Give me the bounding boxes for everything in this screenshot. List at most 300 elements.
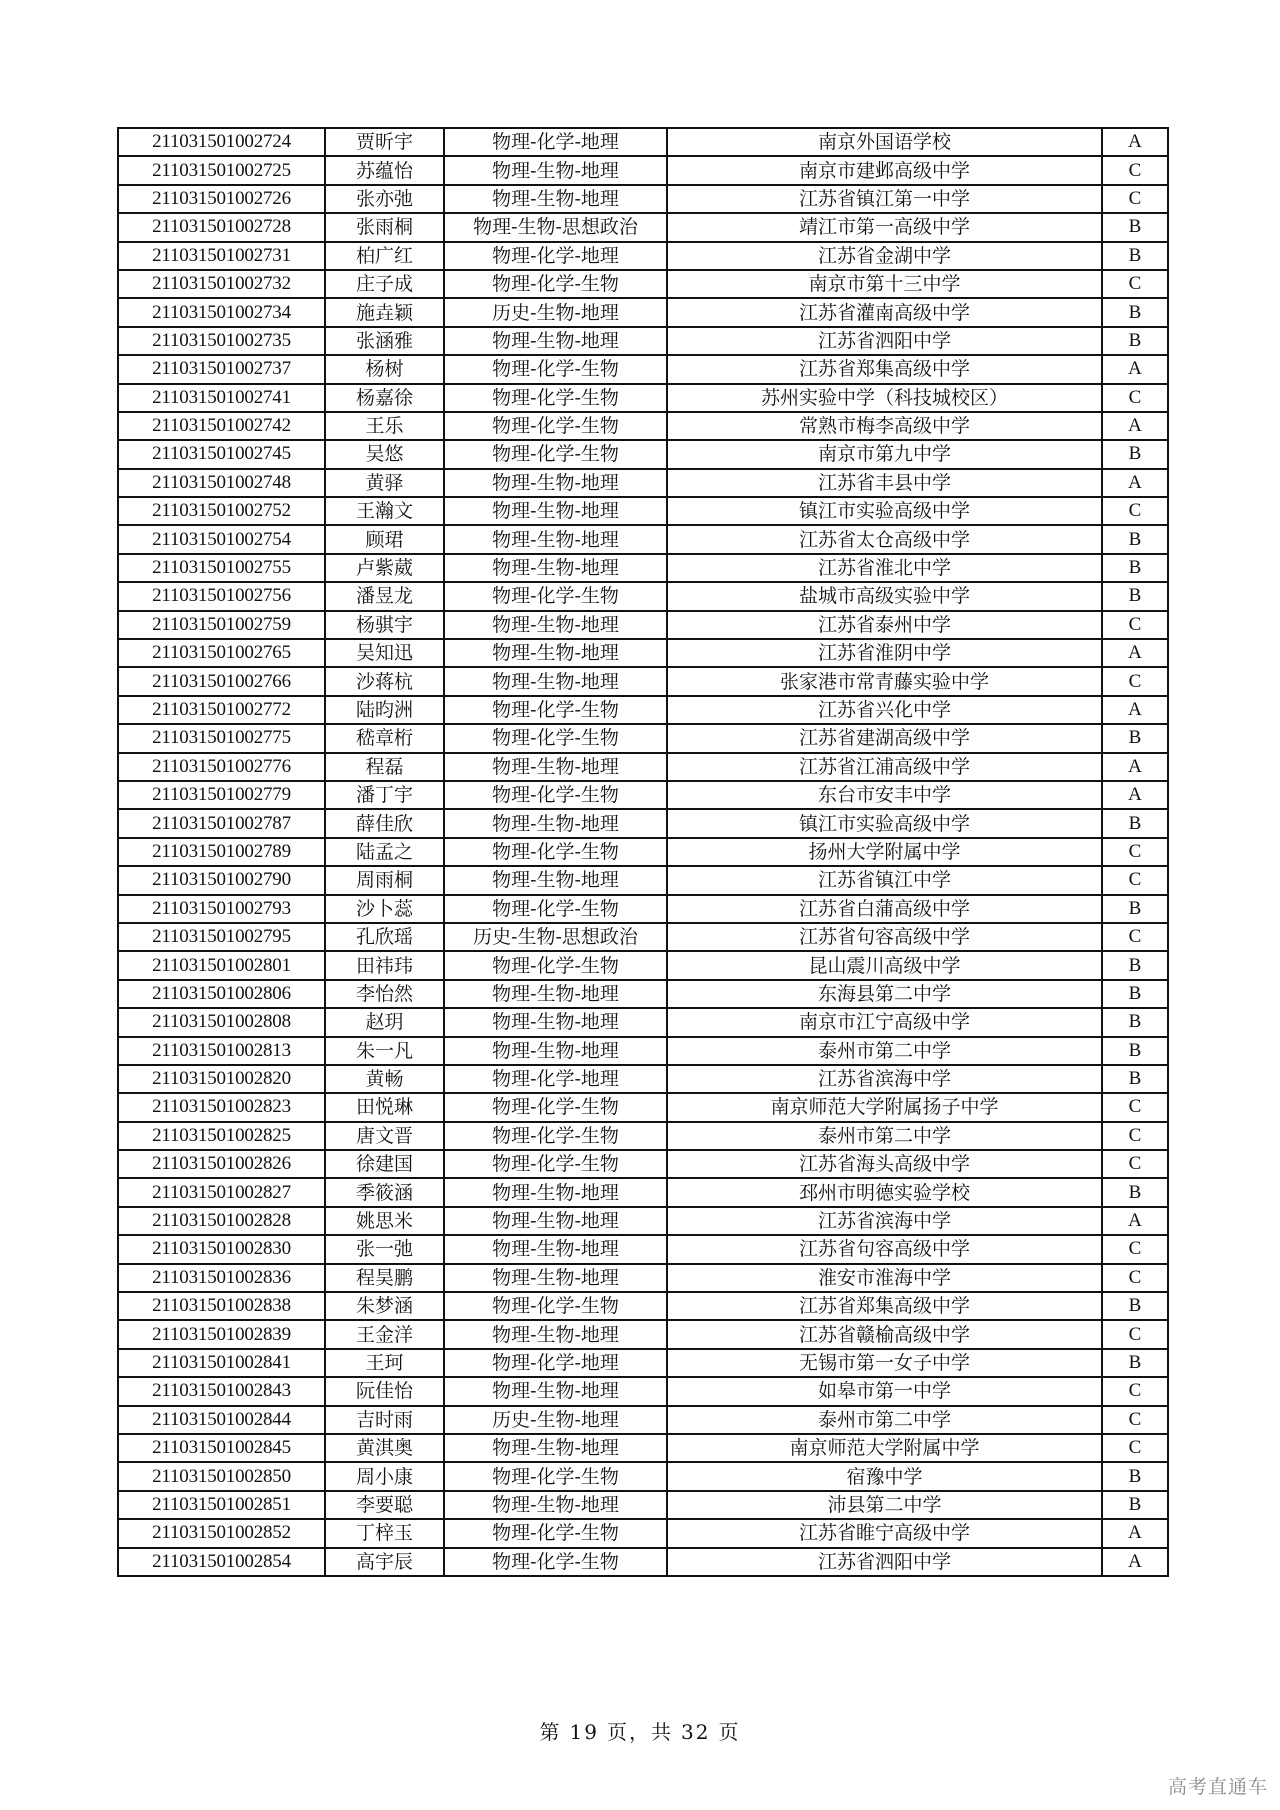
- student-name-cell: 顾珺: [325, 525, 444, 553]
- subject-combination-cell: 物理-生物-地理: [444, 866, 667, 894]
- table-row: [118, 298, 1168, 326]
- subject-combination-cell: 物理-生物-地理: [444, 611, 667, 639]
- subject-combination-cell: 物理-生物-地理: [444, 1491, 667, 1519]
- school-name-cell: 泰州市第二中学: [667, 1037, 1102, 1065]
- grade-cell: B: [1102, 298, 1168, 326]
- exam-id-cell: 211031501002745: [118, 440, 325, 468]
- exam-id-cell: 211031501002725: [118, 156, 325, 184]
- school-name-cell: 张家港市常青藤实验中学: [667, 667, 1102, 695]
- student-name-cell: 周小康: [325, 1462, 444, 1490]
- grade-cell: C: [1102, 838, 1168, 866]
- grade-cell: C: [1102, 611, 1168, 639]
- school-name-cell: 昆山震川高级中学: [667, 951, 1102, 979]
- exam-id-cell: 211031501002734: [118, 298, 325, 326]
- subject-combination-cell: 物理-化学-地理: [444, 128, 667, 156]
- student-name-cell: 田祎玮: [325, 951, 444, 979]
- table-row: [118, 980, 1168, 1008]
- grade-cell: A: [1102, 412, 1168, 440]
- table-row: [118, 1406, 1168, 1434]
- student-name-cell: 杨骐宇: [325, 611, 444, 639]
- grade-cell: C: [1102, 923, 1168, 951]
- table-row: [118, 327, 1168, 355]
- grade-cell: C: [1102, 1235, 1168, 1263]
- exam-id-cell: 211031501002839: [118, 1320, 325, 1348]
- exam-id-cell: 211031501002775: [118, 724, 325, 752]
- student-name-cell: 丁梓玉: [325, 1519, 444, 1547]
- subject-combination-cell: 物理-生物-地理: [444, 753, 667, 781]
- table-row: [118, 525, 1168, 553]
- table-row: [118, 1093, 1168, 1121]
- exam-id-cell: 211031501002844: [118, 1406, 325, 1434]
- student-name-cell: 程磊: [325, 753, 444, 781]
- school-name-cell: 江苏省镇江中学: [667, 866, 1102, 894]
- grade-cell: B: [1102, 1462, 1168, 1490]
- student-name-cell: 王乐: [325, 412, 444, 440]
- grade-cell: B: [1102, 213, 1168, 241]
- exam-id-cell: 211031501002852: [118, 1519, 325, 1547]
- subject-combination-cell: 物理-生物-思想政治: [444, 213, 667, 241]
- table-row: [118, 895, 1168, 923]
- table-row: [118, 1434, 1168, 1462]
- subject-combination-cell: 历史-生物-思想政治: [444, 923, 667, 951]
- table-row: [118, 554, 1168, 582]
- table-row: [118, 951, 1168, 979]
- table-row: [118, 1122, 1168, 1150]
- subject-combination-cell: 物理-化学-生物: [444, 384, 667, 412]
- subject-combination-cell: 物理-生物-地理: [444, 185, 667, 213]
- student-name-cell: 张雨桐: [325, 213, 444, 241]
- subject-combination-cell: 物理-化学-生物: [444, 270, 667, 298]
- grade-cell: C: [1102, 1377, 1168, 1405]
- grade-cell: C: [1102, 1320, 1168, 1348]
- exam-id-cell: 211031501002759: [118, 611, 325, 639]
- table-row: [118, 1178, 1168, 1206]
- school-name-cell: 江苏省句容高级中学: [667, 1235, 1102, 1263]
- grade-cell: B: [1102, 327, 1168, 355]
- table-row: [118, 639, 1168, 667]
- grade-cell: A: [1102, 1207, 1168, 1235]
- student-name-cell: 张一弛: [325, 1235, 444, 1263]
- school-name-cell: 江苏省赣榆高级中学: [667, 1320, 1102, 1348]
- subject-combination-cell: 物理-化学-地理: [444, 1349, 667, 1377]
- school-name-cell: 靖江市第一高级中学: [667, 213, 1102, 241]
- grade-cell: B: [1102, 951, 1168, 979]
- exam-id-cell: 211031501002820: [118, 1065, 325, 1093]
- subject-combination-cell: 物理-化学-生物: [444, 838, 667, 866]
- exam-id-cell: 211031501002826: [118, 1150, 325, 1178]
- student-name-cell: 潘丁宇: [325, 781, 444, 809]
- school-name-cell: 东海县第二中学: [667, 980, 1102, 1008]
- subject-combination-cell: 历史-生物-地理: [444, 1406, 667, 1434]
- subject-combination-cell: 物理-化学-生物: [444, 582, 667, 610]
- exam-id-cell: 211031501002823: [118, 1093, 325, 1121]
- total-page-count: 32: [681, 1720, 711, 1744]
- student-name-cell: 赵玥: [325, 1008, 444, 1036]
- student-name-cell: 徐建国: [325, 1150, 444, 1178]
- school-name-cell: 江苏省郑集高级中学: [667, 1292, 1102, 1320]
- school-name-cell: 镇江市实验高级中学: [667, 497, 1102, 525]
- current-page-number: 19: [569, 1720, 599, 1744]
- school-name-cell: 江苏省淮阴中学: [667, 639, 1102, 667]
- subject-combination-cell: 物理-生物-地理: [444, 980, 667, 1008]
- student-name-cell: 田悦琳: [325, 1093, 444, 1121]
- exam-id-cell: 211031501002790: [118, 866, 325, 894]
- grade-cell: C: [1102, 866, 1168, 894]
- exam-id-cell: 211031501002737: [118, 355, 325, 383]
- subject-combination-cell: 物理-生物-地理: [444, 525, 667, 553]
- footer-prefix: 第: [539, 1720, 562, 1744]
- subject-combination-cell: 物理-生物-地理: [444, 1207, 667, 1235]
- grade-cell: B: [1102, 1292, 1168, 1320]
- exam-id-cell: 211031501002845: [118, 1434, 325, 1462]
- school-name-cell: 东台市安丰中学: [667, 781, 1102, 809]
- school-name-cell: 南京外国语学校: [667, 128, 1102, 156]
- subject-combination-cell: 物理-生物-地理: [444, 1320, 667, 1348]
- student-name-cell: 潘昱龙: [325, 582, 444, 610]
- grade-cell: C: [1102, 1122, 1168, 1150]
- grade-cell: A: [1102, 639, 1168, 667]
- school-name-cell: 泰州市第二中学: [667, 1122, 1102, 1150]
- student-name-cell: 周雨桐: [325, 866, 444, 894]
- exam-id-cell: 211031501002838: [118, 1292, 325, 1320]
- table-row: [118, 1292, 1168, 1320]
- exam-id-cell: 211031501002756: [118, 582, 325, 610]
- grade-cell: A: [1102, 1548, 1168, 1576]
- student-name-cell: 卢紫葳: [325, 554, 444, 582]
- table-row: [118, 213, 1168, 241]
- student-name-cell: 朱梦涵: [325, 1292, 444, 1320]
- student-name-cell: 李要聪: [325, 1491, 444, 1519]
- school-name-cell: 苏州实验中学（科技城校区）: [667, 384, 1102, 412]
- table-row: [118, 440, 1168, 468]
- student-name-cell: 沙蒋杭: [325, 667, 444, 695]
- exam-id-cell: 211031501002795: [118, 923, 325, 951]
- student-name-cell: 姚思米: [325, 1207, 444, 1235]
- grade-cell: B: [1102, 525, 1168, 553]
- table-row: [118, 781, 1168, 809]
- school-name-cell: 江苏省金湖中学: [667, 242, 1102, 270]
- student-name-cell: 黄驿: [325, 469, 444, 497]
- subject-combination-cell: 物理-化学-地理: [444, 242, 667, 270]
- exam-id-cell: 211031501002728: [118, 213, 325, 241]
- exam-id-cell: 211031501002825: [118, 1122, 325, 1150]
- subject-combination-cell: 物理-生物-地理: [444, 469, 667, 497]
- subject-combination-cell: 物理-化学-生物: [444, 1122, 667, 1150]
- school-name-cell: 南京师范大学附属中学: [667, 1434, 1102, 1462]
- grade-cell: B: [1102, 980, 1168, 1008]
- grade-cell: C: [1102, 1150, 1168, 1178]
- exam-id-cell: 211031501002787: [118, 809, 325, 837]
- subject-combination-cell: 物理-生物-地理: [444, 554, 667, 582]
- table-row: [118, 923, 1168, 951]
- table-row: [118, 412, 1168, 440]
- school-name-cell: 镇江市实验高级中学: [667, 809, 1102, 837]
- student-name-cell: 吉时雨: [325, 1406, 444, 1434]
- grade-cell: C: [1102, 667, 1168, 695]
- school-name-cell: 江苏省泗阳中学: [667, 1548, 1102, 1576]
- school-name-cell: 江苏省睢宁高级中学: [667, 1519, 1102, 1547]
- footer-page-suffix: 页，共: [607, 1720, 673, 1744]
- exam-id-cell: 211031501002772: [118, 696, 325, 724]
- table-row: [118, 1008, 1168, 1036]
- student-name-cell: 吴悠: [325, 440, 444, 468]
- grade-cell: C: [1102, 1434, 1168, 1462]
- school-name-cell: 扬州大学附属中学: [667, 838, 1102, 866]
- subject-combination-cell: 物理-化学-生物: [444, 1462, 667, 1490]
- table-row: [118, 611, 1168, 639]
- exam-id-cell: 211031501002752: [118, 497, 325, 525]
- table-row: [118, 582, 1168, 610]
- school-name-cell: 江苏省江浦高级中学: [667, 753, 1102, 781]
- student-name-cell: 阮佳怡: [325, 1377, 444, 1405]
- grade-cell: A: [1102, 753, 1168, 781]
- school-name-cell: 南京师范大学附属扬子中学: [667, 1093, 1102, 1121]
- page-footer: [0, 1716, 1280, 1745]
- subject-combination-cell: 物理-化学-生物: [444, 895, 667, 923]
- table-row: [118, 1264, 1168, 1292]
- school-name-cell: 江苏省太仓高级中学: [667, 525, 1102, 553]
- footer-total-suffix: 页: [718, 1720, 741, 1744]
- student-name-cell: 贾昕宇: [325, 128, 444, 156]
- school-name-cell: 泰州市第二中学: [667, 1406, 1102, 1434]
- table-row: [118, 1320, 1168, 1348]
- student-name-cell: 朱一凡: [325, 1037, 444, 1065]
- subject-combination-cell: 物理-生物-地理: [444, 156, 667, 184]
- school-name-cell: 盐城市高级实验中学: [667, 582, 1102, 610]
- table-row: [118, 242, 1168, 270]
- grade-cell: A: [1102, 469, 1168, 497]
- grade-cell: B: [1102, 1349, 1168, 1377]
- exam-id-cell: 211031501002813: [118, 1037, 325, 1065]
- grade-cell: B: [1102, 554, 1168, 582]
- school-name-cell: 南京市第十三中学: [667, 270, 1102, 298]
- school-name-cell: 常熟市梅李高级中学: [667, 412, 1102, 440]
- table-row: [118, 1548, 1168, 1576]
- school-name-cell: 如皋市第一中学: [667, 1377, 1102, 1405]
- exam-id-cell: 211031501002789: [118, 838, 325, 866]
- grade-cell: A: [1102, 355, 1168, 383]
- table-row: [118, 667, 1168, 695]
- school-name-cell: 江苏省泗阳中学: [667, 327, 1102, 355]
- grade-cell: C: [1102, 185, 1168, 213]
- subject-combination-cell: 物理-生物-地理: [444, 1008, 667, 1036]
- grade-cell: B: [1102, 1037, 1168, 1065]
- subject-combination-cell: 物理-化学-生物: [444, 412, 667, 440]
- exam-id-cell: 211031501002776: [118, 753, 325, 781]
- grade-cell: C: [1102, 384, 1168, 412]
- exam-id-cell: 211031501002724: [118, 128, 325, 156]
- exam-id-cell: 211031501002754: [118, 525, 325, 553]
- subject-combination-cell: 物理-化学-生物: [444, 951, 667, 979]
- school-name-cell: 江苏省丰县中学: [667, 469, 1102, 497]
- grade-cell: B: [1102, 724, 1168, 752]
- exam-id-cell: 211031501002827: [118, 1178, 325, 1206]
- table-row: [118, 866, 1168, 894]
- grade-cell: A: [1102, 1519, 1168, 1547]
- exam-id-cell: 211031501002843: [118, 1377, 325, 1405]
- student-name-cell: 唐文晋: [325, 1122, 444, 1150]
- student-name-cell: 王珂: [325, 1349, 444, 1377]
- student-name-cell: 黄畅: [325, 1065, 444, 1093]
- subject-combination-cell: 物理-化学-生物: [444, 1150, 667, 1178]
- subject-combination-cell: 物理-化学-生物: [444, 1519, 667, 1547]
- table-row: [118, 469, 1168, 497]
- table-row: [118, 1349, 1168, 1377]
- subject-combination-cell: 物理-生物-地理: [444, 1264, 667, 1292]
- student-name-cell: 李怡然: [325, 980, 444, 1008]
- exam-id-cell: 211031501002735: [118, 327, 325, 355]
- exam-id-cell: 211031501002742: [118, 412, 325, 440]
- exam-id-cell: 211031501002828: [118, 1207, 325, 1235]
- grade-cell: B: [1102, 582, 1168, 610]
- student-name-cell: 吴知迅: [325, 639, 444, 667]
- exam-id-cell: 211031501002830: [118, 1235, 325, 1263]
- student-name-cell: 柏广红: [325, 242, 444, 270]
- subject-combination-cell: 物理-化学-地理: [444, 1065, 667, 1093]
- table-row: [118, 1462, 1168, 1490]
- exam-id-cell: 211031501002854: [118, 1548, 325, 1576]
- grade-cell: B: [1102, 440, 1168, 468]
- exam-id-cell: 211031501002748: [118, 469, 325, 497]
- subject-combination-cell: 物理-生物-地理: [444, 1235, 667, 1263]
- student-name-cell: 孔欣瑶: [325, 923, 444, 951]
- table-row: [118, 1519, 1168, 1547]
- table-row: [118, 497, 1168, 525]
- subject-combination-cell: 物理-生物-地理: [444, 809, 667, 837]
- student-roster-table: [117, 127, 1169, 1577]
- exam-id-cell: 211031501002731: [118, 242, 325, 270]
- subject-combination-cell: 物理-化学-生物: [444, 1093, 667, 1121]
- student-name-cell: 季筱涵: [325, 1178, 444, 1206]
- exam-id-cell: 211031501002841: [118, 1349, 325, 1377]
- exam-id-cell: 211031501002851: [118, 1491, 325, 1519]
- table-row: [118, 1065, 1168, 1093]
- subject-combination-cell: 物理-化学-生物: [444, 781, 667, 809]
- exam-id-cell: 211031501002741: [118, 384, 325, 412]
- table-row: [118, 1491, 1168, 1519]
- student-name-cell: 陆昀洲: [325, 696, 444, 724]
- subject-combination-cell: 物理-生物-地理: [444, 327, 667, 355]
- student-name-cell: 杨嘉徐: [325, 384, 444, 412]
- school-name-cell: 江苏省灌南高级中学: [667, 298, 1102, 326]
- subject-combination-cell: 物理-生物-地理: [444, 667, 667, 695]
- grade-cell: B: [1102, 1065, 1168, 1093]
- grade-cell: A: [1102, 696, 1168, 724]
- grade-cell: C: [1102, 1406, 1168, 1434]
- school-name-cell: 淮安市淮海中学: [667, 1264, 1102, 1292]
- student-name-cell: 薛佳欣: [325, 809, 444, 837]
- table-row: [118, 355, 1168, 383]
- exam-id-cell: 211031501002808: [118, 1008, 325, 1036]
- table-row: [118, 384, 1168, 412]
- school-name-cell: 南京市江宁高级中学: [667, 1008, 1102, 1036]
- subject-combination-cell: 物理-化学-生物: [444, 440, 667, 468]
- school-name-cell: 江苏省建湖高级中学: [667, 724, 1102, 752]
- exam-id-cell: 211031501002726: [118, 185, 325, 213]
- school-name-cell: 江苏省泰州中学: [667, 611, 1102, 639]
- grade-cell: B: [1102, 1008, 1168, 1036]
- student-name-cell: 王金洋: [325, 1320, 444, 1348]
- table-row: [118, 156, 1168, 184]
- school-name-cell: 宿豫中学: [667, 1462, 1102, 1490]
- student-name-cell: 沙卜蕊: [325, 895, 444, 923]
- grade-cell: B: [1102, 242, 1168, 270]
- table-row: [118, 128, 1168, 156]
- grade-cell: B: [1102, 1491, 1168, 1519]
- subject-combination-cell: 物理-生物-地理: [444, 497, 667, 525]
- grade-cell: B: [1102, 1178, 1168, 1206]
- exam-id-cell: 211031501002779: [118, 781, 325, 809]
- student-name-cell: 嵇章桁: [325, 724, 444, 752]
- grade-cell: C: [1102, 497, 1168, 525]
- table-row: [118, 270, 1168, 298]
- school-name-cell: 南京市第九中学: [667, 440, 1102, 468]
- student-name-cell: 庄子成: [325, 270, 444, 298]
- exam-id-cell: 211031501002732: [118, 270, 325, 298]
- subject-combination-cell: 物理-化学-生物: [444, 724, 667, 752]
- school-name-cell: 江苏省淮北中学: [667, 554, 1102, 582]
- school-name-cell: 邳州市明德实验学校: [667, 1178, 1102, 1206]
- subject-combination-cell: 物理-生物-地理: [444, 639, 667, 667]
- grade-cell: A: [1102, 128, 1168, 156]
- student-name-cell: 张亦弛: [325, 185, 444, 213]
- table-row: [118, 838, 1168, 866]
- grade-cell: B: [1102, 809, 1168, 837]
- table-row: [118, 809, 1168, 837]
- subject-combination-cell: 物理-化学-生物: [444, 1548, 667, 1576]
- exam-id-cell: 211031501002801: [118, 951, 325, 979]
- school-name-cell: 江苏省镇江第一中学: [667, 185, 1102, 213]
- school-name-cell: 江苏省兴化中学: [667, 696, 1102, 724]
- subject-combination-cell: 物理-生物-地理: [444, 1434, 667, 1462]
- grade-cell: C: [1102, 156, 1168, 184]
- school-name-cell: 江苏省海头高级中学: [667, 1150, 1102, 1178]
- student-name-cell: 陆孟之: [325, 838, 444, 866]
- school-name-cell: 江苏省郑集高级中学: [667, 355, 1102, 383]
- student-name-cell: 程昊鹏: [325, 1264, 444, 1292]
- subject-combination-cell: 物理-化学-生物: [444, 355, 667, 383]
- school-name-cell: 江苏省白蒲高级中学: [667, 895, 1102, 923]
- table-row: [118, 1377, 1168, 1405]
- exam-id-cell: 211031501002850: [118, 1462, 325, 1490]
- table-row: [118, 1235, 1168, 1263]
- student-name-cell: 苏蕴怡: [325, 156, 444, 184]
- student-name-cell: 黄淇奥: [325, 1434, 444, 1462]
- school-name-cell: 沛县第二中学: [667, 1491, 1102, 1519]
- exam-id-cell: 211031501002755: [118, 554, 325, 582]
- school-name-cell: 南京市建邺高级中学: [667, 156, 1102, 184]
- subject-combination-cell: 物理-化学-生物: [444, 696, 667, 724]
- grade-cell: C: [1102, 1093, 1168, 1121]
- student-name-cell: 施垚颖: [325, 298, 444, 326]
- exam-id-cell: 211031501002793: [118, 895, 325, 923]
- subject-combination-cell: 物理-化学-生物: [444, 1292, 667, 1320]
- subject-combination-cell: 历史-生物-地理: [444, 298, 667, 326]
- subject-combination-cell: 物理-生物-地理: [444, 1377, 667, 1405]
- exam-id-cell: 211031501002836: [118, 1264, 325, 1292]
- grade-cell: A: [1102, 781, 1168, 809]
- school-name-cell: 江苏省滨海中学: [667, 1065, 1102, 1093]
- exam-id-cell: 211031501002806: [118, 980, 325, 1008]
- grade-cell: B: [1102, 895, 1168, 923]
- roster-body: [118, 128, 1168, 1576]
- table-row: [118, 1037, 1168, 1065]
- grade-cell: C: [1102, 270, 1168, 298]
- subject-combination-cell: 物理-生物-地理: [444, 1037, 667, 1065]
- table-row: [118, 185, 1168, 213]
- school-name-cell: 无锡市第一女子中学: [667, 1349, 1102, 1377]
- school-name-cell: 江苏省句容高级中学: [667, 923, 1102, 951]
